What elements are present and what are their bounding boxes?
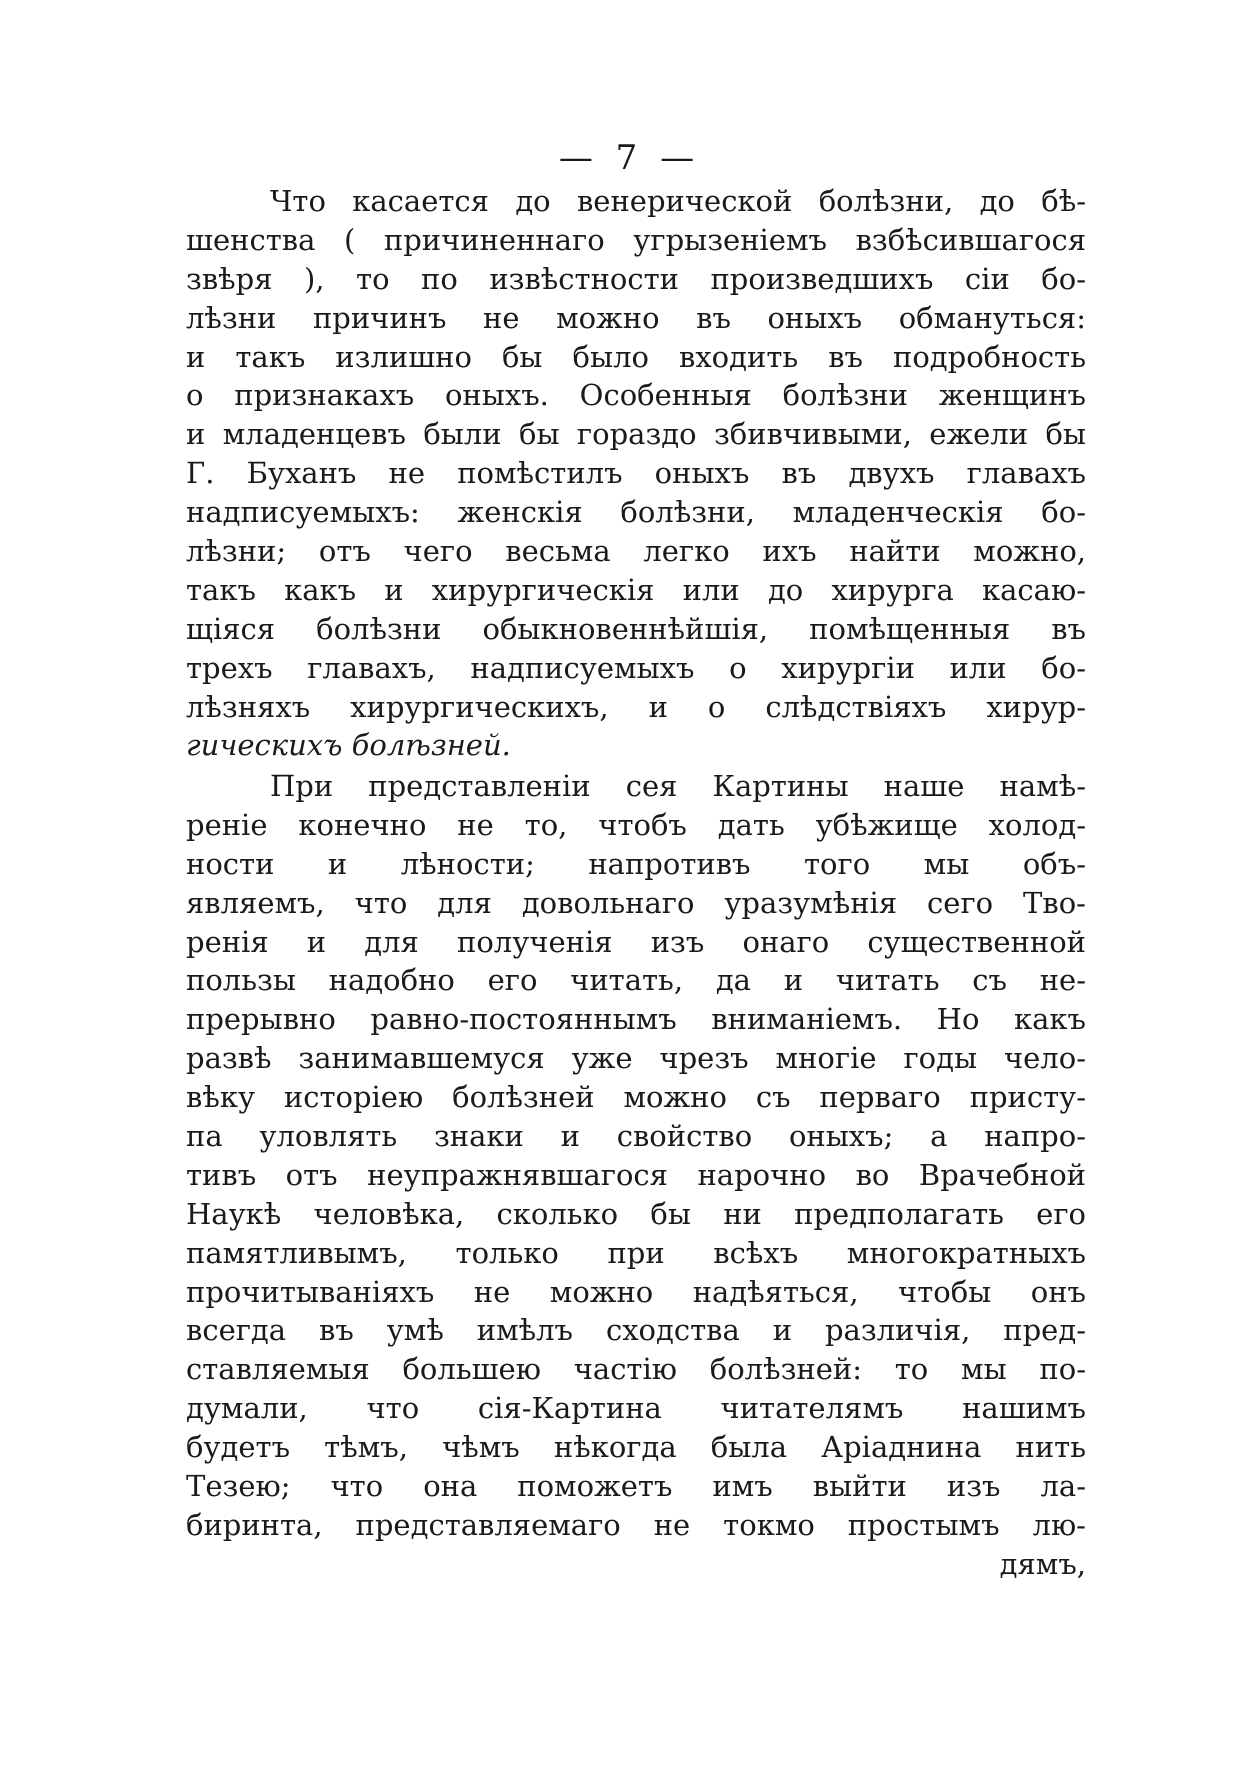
- text-line: памятливымъ, только при всѣхъ многократныхъ: [186, 1235, 1086, 1270]
- text-line: развѣ занимавшемуся уже чрезъ многiе годы чело-: [186, 1041, 1086, 1076]
- text-line: звѣря ), то по извѣстности произведшихъ сiи бо-: [186, 261, 1086, 296]
- paragraph-2: [186, 767, 1086, 1584]
- text-line: Г. Буханъ не помѣстилъ оныхъ въ двухъ главахъ: [186, 456, 1086, 491]
- text-line: лѣзни; отъ чего весьма легко ихъ найти можно,: [186, 534, 1086, 569]
- text-line: гическихъ болѣзней.: [186, 728, 511, 763]
- text-line: тивъ отъ неупражнявшагося нарочно во Врачебной: [186, 1157, 1086, 1192]
- text-line: трехъ главахъ, надписуемыхъ о хирургiи или бо-: [186, 650, 1086, 685]
- text-line: Тезею; что она поможетъ имъ выйти изъ ла-: [186, 1469, 1086, 1504]
- text-line: биринта, представляемаго не токмо простымъ лю-: [186, 1507, 1086, 1542]
- text-line: па уловлять знаки и свойство оныхъ; а напро-: [186, 1119, 1086, 1154]
- text-line: ности и лѣности; напротивъ того мы объ-: [186, 846, 1086, 881]
- text-line: Что касается до венерической болѣзни, до бѣ-: [270, 184, 1086, 218]
- text-line: пользы надобно его читать, да и читать съ не-: [186, 963, 1086, 998]
- text-line: При представленiи сея Картины наше намѣ-: [270, 769, 1086, 803]
- text-line: надписуемыхъ: женскiя болѣзни, младенческiя бо-: [186, 495, 1086, 530]
- paragraph-1: [186, 182, 1086, 765]
- text-line: и младенцевъ были бы гораздо збивчивыми, ежели бы: [186, 417, 1086, 452]
- text-line: щiяся болѣзни обыкновеннѣйшiя, помѣщенныя въ: [186, 611, 1086, 646]
- catchword: дямъ,: [999, 1546, 1086, 1581]
- text-line: такъ какъ и хирургическiя или до хирурга касаю-: [186, 572, 1086, 607]
- text-line: ставляемыя большею частiю болѣзней: то мы по-: [186, 1352, 1086, 1387]
- text-line: всегда въ умѣ имѣлъ сходства и различiя, пред-: [186, 1313, 1086, 1348]
- text-line: думали, что сiя-Картина читателямъ нашимъ: [186, 1391, 1086, 1426]
- text-line: лѣзняхъ хирургическихъ, и о слѣдствiяхъ хирур-: [186, 689, 1086, 724]
- text-line: вѣку исторiею болѣзней можно съ перваго присту-: [186, 1080, 1086, 1115]
- text-line: являемъ, что для довольнаго уразумѣнiя сего Тво-: [186, 885, 1086, 920]
- text-line: Наукѣ человѣка, сколько бы ни предполагать его: [186, 1196, 1086, 1231]
- text-line: о признакахъ оныхъ. Особенныя болѣзни женщинъ: [186, 378, 1086, 413]
- text-line: прочитыванiяхъ не можно надѣяться, чтобы онъ: [186, 1274, 1086, 1309]
- text-line: и такъ излишно бы было входить въ подробность: [186, 339, 1086, 374]
- text-line: прерывно равно-постояннымъ вниманiемъ. Но какъ: [186, 1002, 1086, 1037]
- text-line: ренiя и для полученiя изъ онаго существенной: [186, 924, 1086, 959]
- page-number: — 7 —: [558, 138, 701, 178]
- text-line: будетъ тѣмъ, чѣмъ нѣкогда была Арiаднина нить: [186, 1430, 1086, 1465]
- text-line: лѣзни причинъ не можно въ оныхъ обмануться:: [186, 300, 1086, 335]
- text-line: ренiе конечно не то, чтобъ дать убѣжище холод-: [186, 807, 1086, 842]
- text-line: шенства ( причиненнаго угрызенiемъ взбѣсившагося: [186, 222, 1086, 257]
